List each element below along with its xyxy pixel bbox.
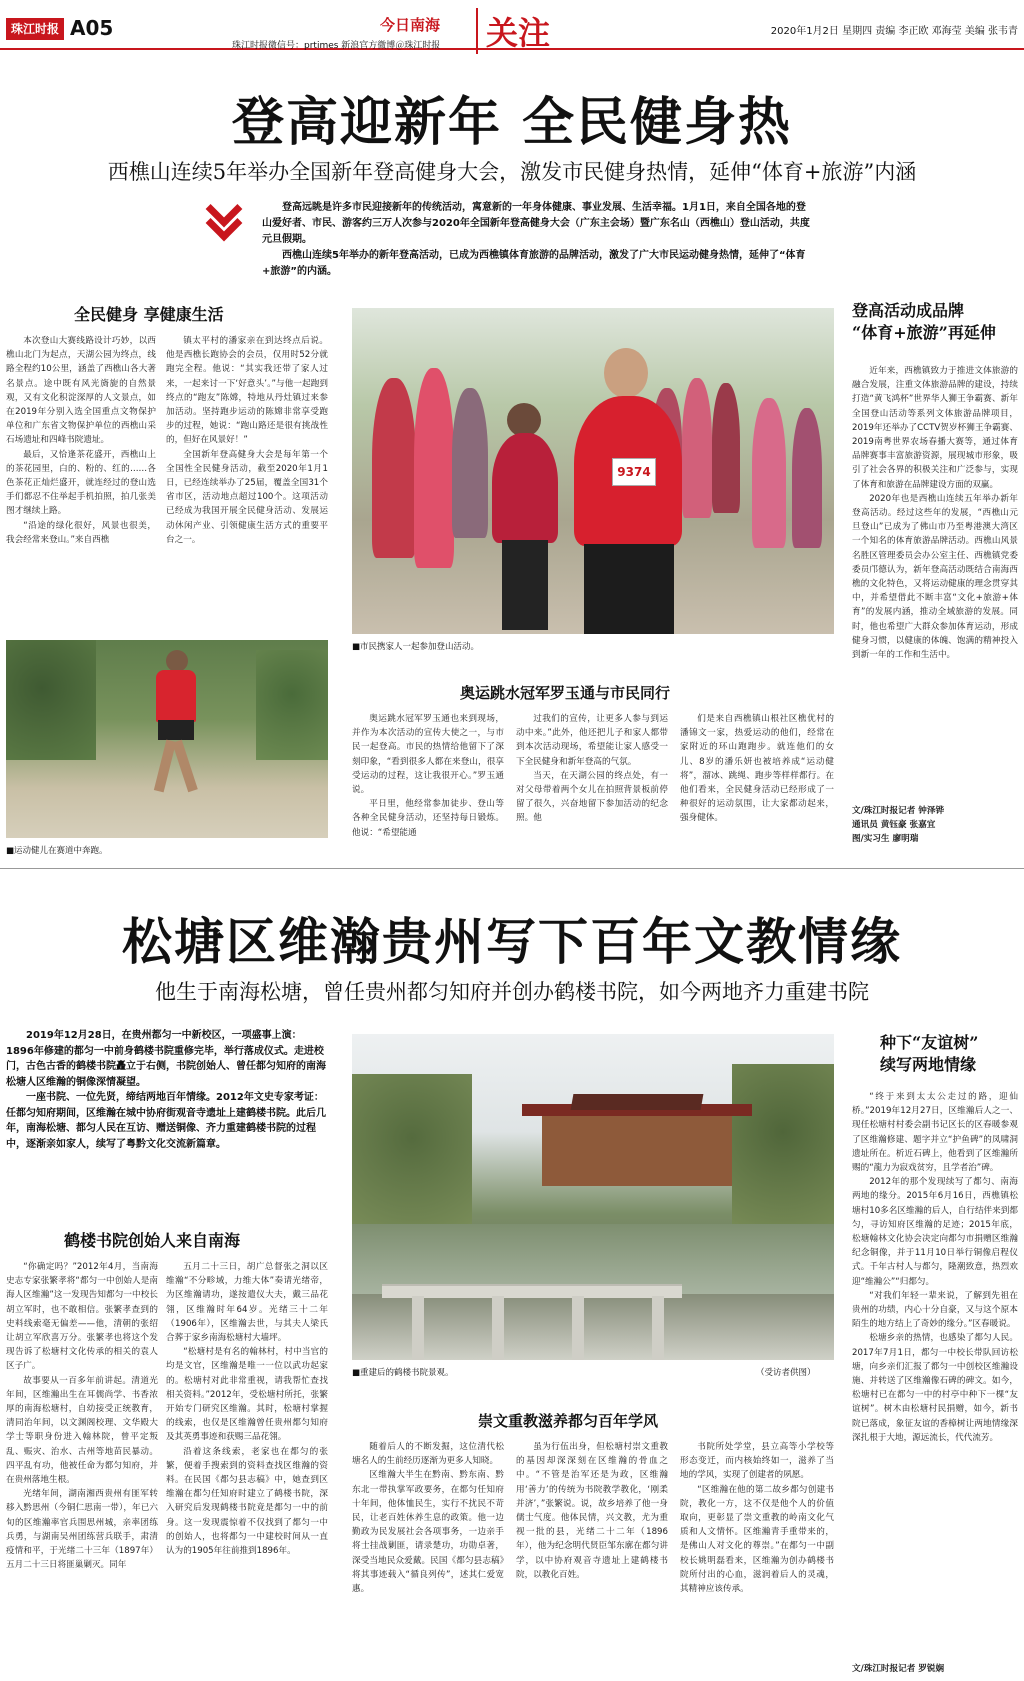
paragraph: 近年来，西樵镇致力于推进文体旅游的融合发展，注重文体旅游品牌的建设，持续打造“黄飞鸿杯”世界华人狮王争霸赛、新年全国登山活动等系列文体旅游品牌项目，2019年还举办了CCTV贺岁杯狮王争霸赛、2019南粤世界农场春播大赛等，通过体育品牌赛事丰富旅游资源，展现城市形象，吸引了社会各界的积极关注和广泛参与，实现了体育和旅游在品牌建设方面的双赢。 [852,366,1018,490]
paragraph: 最后，又恰逢茶花盛开，西樵山上的茶花园里，白的、粉的、红的……各色茶花正灿烂盛开，就连经过的登山选手们都忍不住举起手机拍照，拍几张美图才继续上路。 [6,449,156,517]
story1-photo-main-caption: ■市民携家人一起参加登山活动。 [352,642,480,652]
paragraph: 光绪年间，湖南湘西贵州有匪军转移入黔思州（今铜仁思南一带），年已六旬的区维瀚率官兵围思州城，亲率团练兵勇，与湖南吴州团练营兵联手，肃清疫情和平，于光绪二十三年（1897年）五月二十三日将匪巢剿灭。同年 [6,1489,158,1571]
paragraph: 镇太平村的潘家亲在到达终点后说。他是西樵长跑协会的会员，仅用时52分就跑完全程。他说：“其实我还带了家人过来，一起来讨一下‘好意头’。”与他一起跑到终点的“跑友”陈嫦，特地从丹灶镇过来参加活动。坚持跑步运动的陈嫦非常享受跑步的过程，她说：“跑山路还是很有挑战性的，但好在风景好！” [166,336,328,446]
photo-runner [6,640,328,838]
paragraph: 松塘乡亲的热情，也感染了都匀人民。2017年7月1日，都匀一中校长带队回访松塘，向乡亲们汇报了都匀一中创校区维瀚设施、并转送了区维瀚像石碑的碑文。如今，松塘村已在都匀一中的村亭中种下一棵“友谊树”。树木由松塘村民捐赠，如今，新书院已落成，象征友谊的香樟树让两地情缘深深扎根于大地，源远流长，代代流芳。 [852,1333,1018,1443]
story1-kicker-mid: 奥运跳水冠军罗玉通与市民同行 [460,684,671,702]
paragraph: “对我们年轻一辈来说，了解到先祖在贵州的功绩，内心十分自豪，又与这个原本陌生的地方结上了奇妙的缘分。”区春暖说。 [852,1290,1018,1330]
section-name: 今日南海 [380,16,441,34]
paragraph: 本次登山大赛线路设计巧妙，以西樵山北门为起点，天湖公园为终点，线路全程约10公里，涵盖了西樵山各大著名景点。途中既有风光旖旎的自然景观，又有文化积淀深厚的人文景点，如在2019年分别入选全国重点文物保护单位和广东省文物保护单位的西樵山采石场遗址和四峰书院遗址。 [6,336,156,446]
story-divider [0,868,1024,869]
chevron-down-icon [207,200,243,244]
story2-byline: 文/珠江时报记者 罗锐娴 [852,1664,945,1674]
story2-headline: 松塘区维瀚贵州写下百年文教情缘 [122,912,902,971]
story2-photo-credit: （受访者供图） [756,1368,816,1378]
story1-column-6 [852,364,1018,796]
paragraph: 过我们的宣传，让更多人参与到运动中来。”此外，他还把儿子和家人都带到本次活动现场，希望能让家人感受一下全民健身和新年登高的气氛。 [516,714,668,767]
story2-column-4 [516,1440,668,1672]
paragraph: 们是来自西樵镇山根社区樵优村的潘锦文一家，热爱运动的他们，经常在家附近的环山跑跑步。就连他们的女儿、8岁的潘乐妍也被培养成“运动健将”，溜冰、跳绳、跑步等样样都行。在他们看来，全民健身活动已经形成了一种很好的运动氛围，让大家都动起来，强身健体。 [680,714,834,824]
page-number: A05 [70,16,114,40]
photo-helou-academy [352,1034,834,1360]
story2-lead [6,1028,328,1152]
date-editors: 2020年1月2日 星期四 责编 李正欧 邓海莹 美编 张韦青 [770,26,1018,37]
paragraph: “沿途的绿化很好，风景也很美，我会经常来登山。”来自西樵 [6,520,156,545]
paragraph: 书院所处学堂，县立高等小学校等形态变迁，而内核始终如一，滋养了当地的学风，实现了创建者的夙愿。 [680,1442,834,1481]
photo-family-climbing [352,308,834,634]
story1-column-1 [6,334,156,634]
story1-lead-p2: 西樵山连续5年举办的新年登高活动，已成为西樵镇体育旅游的品牌活动，激发了广大市民运动健身热情，延伸了“体育+旅游”的内涵。 [262,250,806,277]
paragraph: 当天，在天湖公园的终点处，有一对父母带着两个女儿在拍照背景板前停留了很久，兴奋地留下参加活动的纪念照。他 [516,770,668,824]
story2-subheadline: 他生于南海松塘，曾任贵州都匀知府并创办鹤楼书院，如今两地齐力重建书院 [155,980,869,1004]
paragraph: 2012年的那个发现续写了都匀、南海两地的缘分。2015年6月16日，西樵镇松塘村10多名区维瀚的后人，自行结伴来到都匀，寻访知府区维瀚的足迹；2015年底，松塘翰林文化协会决定向都匀市捐赠区维瀚纪念铜像，并于11月10日举行铜像启程仪式。千年古村人与都匀，隆潮致意，热烈欢迎“维瀚公”“归都匀。 [852,1177,1018,1287]
paragraph: 五月二十三日，胡广总督张之洞以区维瀚“不分畛域，力维大体”奏请光绪帝，为区维瀚请功，遂按遣仪大夫，戴三品花翎，区维瀚时年64岁。光绪三十二年（1906年），区维瀚去世，与其夫人梁氏合葬于家乡南海松塘村大墙坪。 [166,1262,328,1344]
paragraph: 区维瀚大半生在黔南、黔东南、黔东北一带执掌军政要务，在都匀任知府十年间，他体恤民生，实行不扰民不苛民，让老百姓休养生息的政策。他一边勤政为民发展社会各项事务，一边亲手将士挂战剿匪，请录楚功，功勋卓著，深受当地民众爱戴。民国《都匀县志稿》将其事迹载入“循良列传”，述其仁爱宽惠。 [352,1470,504,1595]
story1-headline: 登高迎新年 全民健身热 [231,92,793,153]
story1-lead [262,200,814,280]
story2-column-5 [680,1440,834,1672]
story2-lead-p2: 一座书院、一位先贤，缔结两地百年情缘。2012年文史专家考证：任都匀知府期间，区维瀚在城中协府街观音寺遗址上建鹤楼书院。此后几年，南海松塘、都匀人民在互访、赠送铜像、齐力重建鹤楼书院的过程中，逐渐亲如家人，续写了粤黔文化交流新篇章。 [6,1092,326,1150]
paragraph: 2020年也是西樵山连续五年举办新年登高活动。经过这些年的发展，“西樵山元旦登山”已成为了佛山市乃至粤港澳大湾区一个知名的体育旅游品牌活动。西樵山风景名胜区管理委员会办公室主任、西樵镇党委委员邝德认为，新年登高活动既结合南海西樵的文化特色，又将运动健康的理念贯穿其中，并希望借此不断丰富“文化+旅游+体育”的发展内涵，推动全域旅游的发展。同时，他也希望广大群众参加体育运动，形成健身习惯，以健康的体魄、饱满的精神投入到新一年的工作和生活中。 [852,493,1018,661]
paragraph: “终于来到太太公走过的路，迎仙桥。”2019年12月27日，区维瀚后人之一、现任松塘村村委会副书记区长的区春暖参观了区维瀚修建、题字并立“护鱼碑”的凤啸洞遗址所在。析近石碑上，他看到了区维瀚所赐的“龍力为寂戏贫穷，且学者治”碑。 [852,1092,1018,1174]
paragraph: “区维瀚在他的第二故乡都匀创建书院，教化一方，这不仅是他个人的价值取向，更彰显了崇文重教的岭南文化气质和人文情怀。区维瀚青手重带来的，是佛山人对文化的尊崇。”在都匀一中副校长姚明磊看来，区维瀚为创办鹤楼书院所付出的心血，滋润着后人的灵魂，其精神应该传承。 [680,1484,834,1595]
story2-kicker-left: 鹤楼书院创始人来自南海 [64,1231,241,1250]
paragraph: 虽为行伍出身，但松塘村崇文重教的基因却深深刻在区维瀚的骨血之中。“不管是治军还是为政，区维瀚用‘善力’的传统为书院教学教化，‘刚柔并济’，”张繁说。说，故乡培养了他一身儒士气度。他体民情，兴文教，尤为重视一批的县，光绪二十二年（1896年），他为纪念明代贤臣邹东廓在都匀讲学，以中协府观音寺遗址上建鹤楼书院，以教化百姓。 [516,1442,668,1580]
story1-column-4 [516,712,668,846]
story1-photo-small-caption: ■运动健儿在赛道中奔跑。 [6,846,108,856]
paragraph: 全国新年登高健身大会是每年第一个全国性全民健身活动，截至2020年1月1日，已经连续举办了25届，覆盖全国31个省市区，活动地点超过100个。这项活动已经成为我国开展全民健身活动、发展运动休闲产业、引领健康生活方式的重要平台之一。 [166,449,328,545]
story2-kicker-mid: 崇文重教滋养都匀百年学风 [478,1412,659,1430]
story2-column-1 [6,1260,158,1672]
section-title: 关注 [476,8,550,54]
paragraph: 沿着这条线索，老家也在都匀的张繁，便着手搜索到的资料查找区维瀚的资料。在民国《都匀县志稿》中，她查到区维瀚在都匀任知府时建立了鹤楼书院，深入研究后发现鹤楼书院竟是都匀一中的前身。这一发现震惊着不仅找到了都匀一中的创始人，也将都匀一中建校时间从一直认为的1905年往前推到1896年。 [166,1446,328,1557]
newspaper-logo: 珠江时报 [6,18,64,40]
story2-column-2 [166,1260,328,1672]
story2-lead-p1: 2019年12月28日，在贵州都匀一中新校区，一项盛事上演：1896年修建的都匀一中前身鹤楼书院重修完毕，举行落成仪式。走进校门，古色古香的鹤楼书院矗立于右侧，书院创始人、曾任都匀知府的南海松塘人区维瀚的铜像深情凝望。 [6,1030,326,1088]
bib-number: 9374 [612,458,656,486]
story2-photo-caption: ■重建后的鹤楼书院景观。 [352,1368,454,1378]
paragraph: 平日里，他经常参加徒步、登山等各种全民健身活动，还坚持每日锻炼。他说：“希望能通 [352,799,504,838]
social-handles: 珠江时报微信号：prtimes 新浪官方微博＠珠江时报 [232,41,441,51]
paragraph: “松塘村是有名的翰林村，村中当官的均是文官，区维瀚是唯一一位以武功起家的。松塘村对此非常重视，请我帮忙查找相关资料。”2012年，受松塘村所托，张繁开始专门研究区维瀚。其时，松塘村掌握的线索，也仅是区维瀚曾任贵州都匀知府及其英勇事迹和获赐三品花翎。 [166,1347,328,1443]
paragraph: 故事要从一百多年前讲起。清道光年间，区维瀚出生在耳儒尚学、书香浓厚的南海松塘村，自幼接受正统教育，清同治年间，以文渊阁校理、文华殿大学士等职身份进入翰林院，曾平定叛乱、赈灾、治水、古州等地苗民暴动。四平乱有功，他被任命为都匀知府，并在贵州落地生根。 [6,1375,158,1486]
paragraph: “你确定吗？”2012年4月，当南海史志专家张繁孝将“都匀一中创始人是南海人区维瀚”这一发现告知都匀一中校长胡立军时，也不敢相信。张繁孝查到的史料线索毫无偏差——他，清朝的张绍让胡立军欣喜万分。张繁孝也将这个发现告诉了松塘村文化传承的相关的袁人区子广。 [6,1262,158,1372]
masthead [0,0,1024,50]
story1-column-5 [680,712,834,846]
story2-column-6 [852,1090,1018,1656]
story1-subheadline: 西樵山连续5年举办全国新年登高健身大会，激发市民健身热情，延伸“体育+旅游”内涵 [107,160,917,184]
story1-column-3 [352,712,504,846]
story1-kicker-right: 登高活动成品牌 “体育+旅游”再延伸 [852,301,996,342]
story1-byline: 文/珠江时报记者 钟泽铧 通讯员 黄钰豪 张嘉宜 图/实习生 廖明瑞 [852,806,945,845]
paragraph: 随着后人的不断发掘，这位清代松塘名人的生前经历逐渐为更多人知晓。 [352,1442,504,1467]
story1-lead-p1: 登高远眺是许多市民迎接新年的传统活动，寓意新的一年身体健康、事业发展、生活幸福。1月1日，来自全国各地的登山爱好者、市民、游客约三万人次参与2020年全国新年登高健身大会（广东主会场）暨广东名山（西樵山）登山活动，共度元旦假期。 [262,202,810,245]
story2-kicker-right: 种下“友谊树” 续写两地情缘 [880,1033,979,1074]
story2-column-3 [352,1440,504,1672]
paragraph: 奥运跳水冠军罗玉通也来到现场，并作为本次活动的宣传大使之一，与市民一起登高。市民的热情给他留下了深刻印象，“看到很多人都在来登山，很享受运动的过程，这让我很开心。”罗玉通说。 [352,714,504,796]
story1-column-2 [166,334,328,634]
story1-kicker-left: 全民健身 享健康生活 [74,305,224,324]
